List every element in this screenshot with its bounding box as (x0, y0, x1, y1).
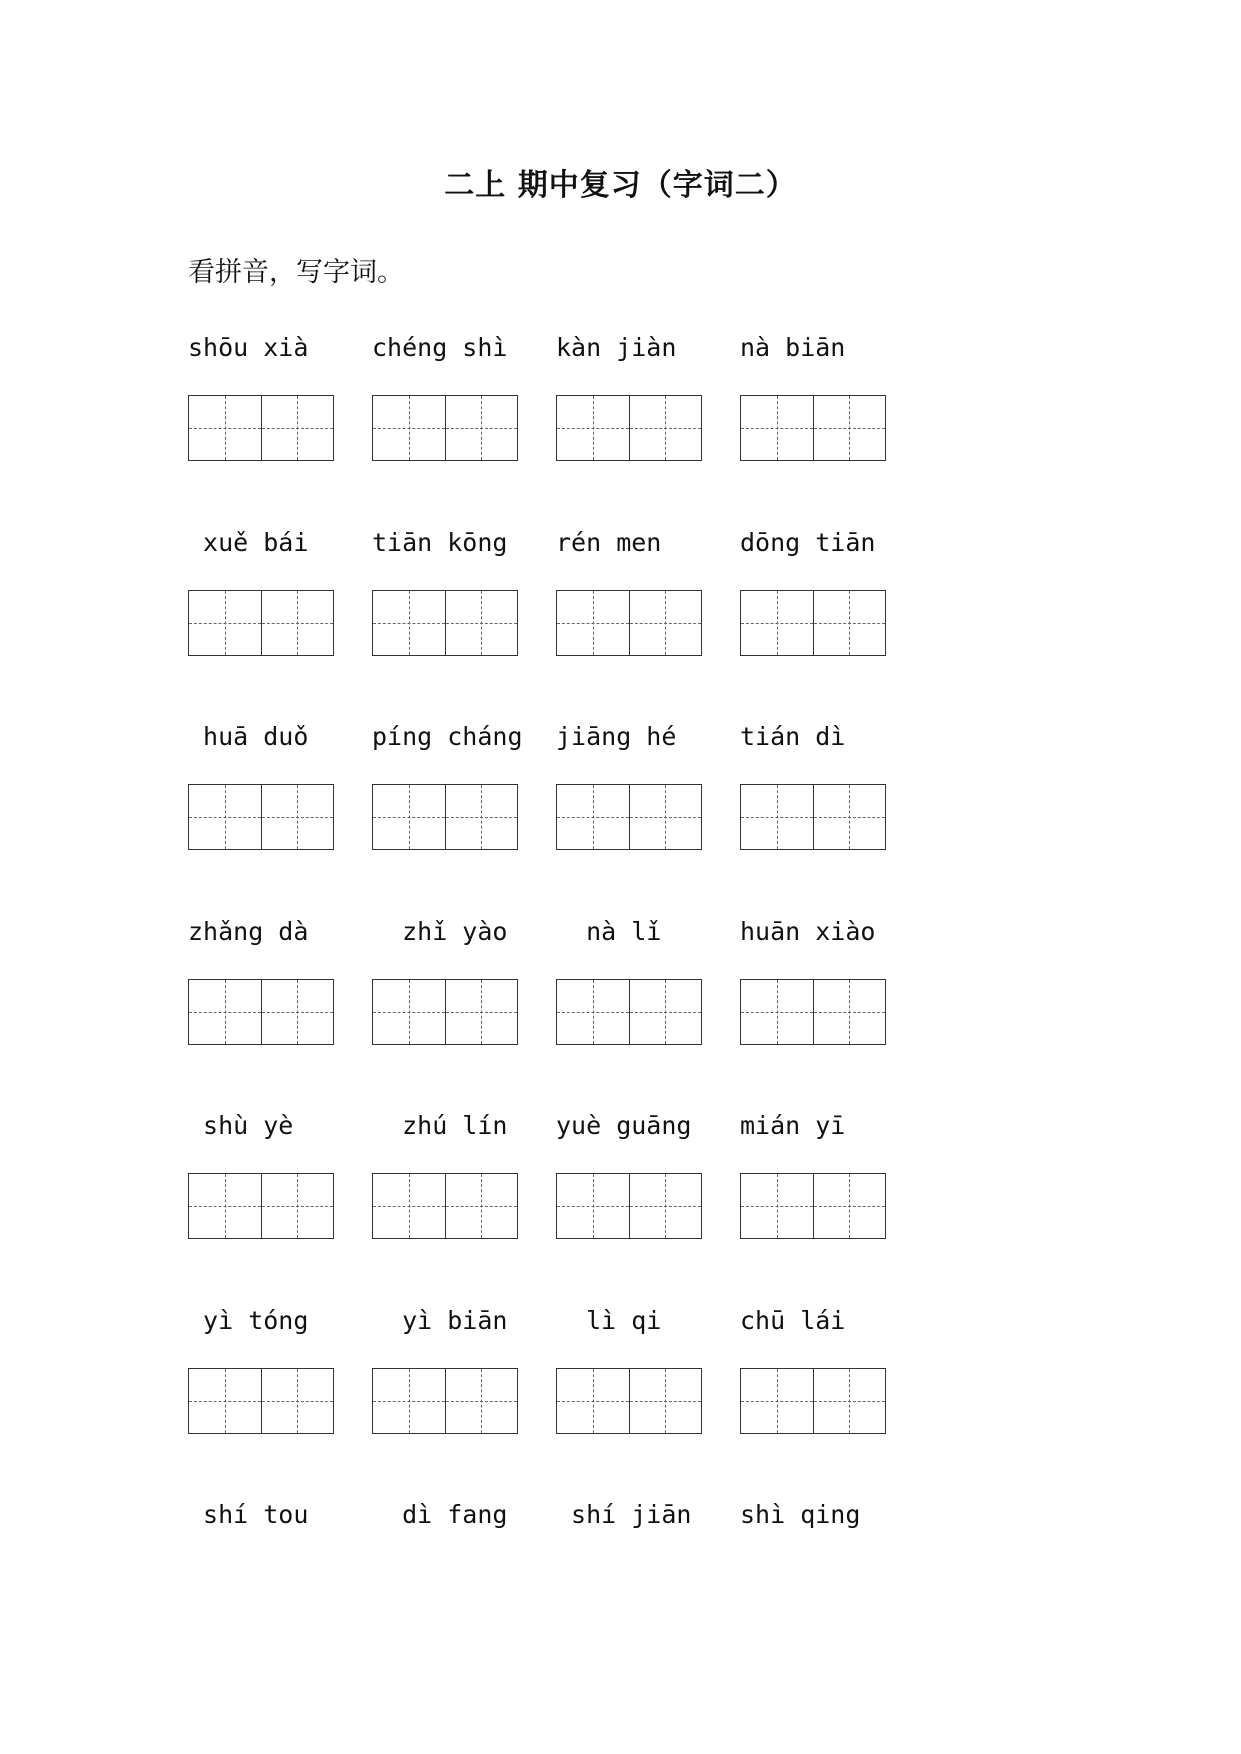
writing-grid[interactable] (740, 1173, 886, 1239)
word-item (556, 1495, 746, 1535)
char-cell[interactable] (373, 980, 445, 1044)
writing-grid[interactable] (372, 395, 518, 461)
char-cell[interactable] (261, 980, 334, 1044)
word-item (556, 717, 746, 757)
char-cell[interactable] (741, 785, 813, 849)
writing-grid[interactable] (556, 395, 702, 461)
char-cell[interactable] (189, 1174, 261, 1238)
char-cell[interactable] (261, 591, 334, 655)
char-cell[interactable] (629, 396, 702, 460)
writing-grid[interactable] (556, 784, 702, 850)
writing-grid[interactable] (740, 979, 886, 1045)
word-item (372, 1495, 562, 1535)
char-cell[interactable] (813, 1174, 886, 1238)
pinyin-label: zhǎng dà (188, 917, 309, 946)
word-item (372, 328, 562, 368)
word-item (740, 523, 930, 563)
word-item (556, 328, 746, 368)
pinyin-label: lì qi (556, 1306, 662, 1335)
char-cell[interactable] (557, 591, 629, 655)
char-cell[interactable] (445, 980, 518, 1044)
pinyin-label: tián dì (740, 722, 846, 751)
word-item (188, 1301, 378, 1341)
writing-grid[interactable] (372, 590, 518, 656)
word-item (188, 717, 378, 757)
char-cell[interactable] (445, 785, 518, 849)
word-row-7 (0, 1495, 1241, 1675)
char-cell[interactable] (557, 1174, 629, 1238)
writing-grid[interactable] (556, 590, 702, 656)
instruction-text: 看拼音，写字词。 (188, 257, 404, 288)
char-cell[interactable] (557, 785, 629, 849)
pinyin-label: nà biān (740, 333, 846, 362)
writing-grid[interactable] (188, 1368, 334, 1434)
char-cell[interactable] (557, 980, 629, 1044)
word-item (372, 1106, 562, 1146)
char-cell[interactable] (261, 785, 334, 849)
pinyin-label: mián yī (740, 1111, 846, 1140)
char-cell[interactable] (189, 1369, 261, 1433)
word-item (188, 328, 378, 368)
pinyin-label: xuě bái (188, 528, 309, 557)
writing-grid[interactable] (188, 590, 334, 656)
char-cell[interactable] (445, 1369, 518, 1433)
pinyin-label: shí tou (188, 1500, 309, 1529)
word-item (372, 1301, 562, 1341)
pinyin-label: jiāng hé (556, 722, 677, 751)
pinyin-label: yì biān (372, 1306, 508, 1335)
writing-grid[interactable] (188, 1173, 334, 1239)
char-cell[interactable] (373, 1174, 445, 1238)
pinyin-label: shù yè (188, 1111, 294, 1140)
char-cell[interactable] (261, 1369, 334, 1433)
char-cell[interactable] (445, 1174, 518, 1238)
word-item (188, 1495, 378, 1535)
char-cell[interactable] (741, 396, 813, 460)
char-cell[interactable] (445, 591, 518, 655)
word-item (372, 717, 562, 757)
word-row-1 (0, 328, 1241, 508)
word-item (188, 523, 378, 563)
word-row-3 (0, 717, 1241, 897)
pinyin-label: dōng tiān (740, 528, 876, 557)
char-cell[interactable] (629, 980, 702, 1044)
word-item (740, 912, 930, 952)
char-cell[interactable] (373, 1369, 445, 1433)
page-title: 二上 期中复习（字词二） (444, 168, 797, 203)
word-item (556, 1301, 746, 1341)
char-cell[interactable] (189, 980, 261, 1044)
writing-grid[interactable] (556, 1368, 702, 1434)
word-row-4 (0, 912, 1241, 1092)
pinyin-label: píng cháng (372, 722, 523, 751)
writing-grid[interactable] (556, 979, 702, 1045)
char-cell[interactable] (813, 980, 886, 1044)
char-cell[interactable] (373, 785, 445, 849)
char-cell[interactable] (741, 591, 813, 655)
char-cell[interactable] (189, 785, 261, 849)
char-cell[interactable] (813, 1369, 886, 1433)
pinyin-label: shí jiān (556, 1500, 692, 1529)
pinyin-label: zhǐ yào (372, 917, 508, 946)
word-row-6 (0, 1301, 1241, 1481)
writing-grid[interactable] (188, 979, 334, 1045)
pinyin-label: yuè guāng (556, 1111, 692, 1140)
writing-grid[interactable] (188, 784, 334, 850)
pinyin-label: shōu xià (188, 333, 309, 362)
char-cell[interactable] (629, 785, 702, 849)
writing-grid[interactable] (740, 784, 886, 850)
char-cell[interactable] (189, 591, 261, 655)
pinyin-label: chéng shì (372, 333, 508, 362)
word-item (188, 912, 378, 952)
char-cell[interactable] (813, 591, 886, 655)
char-cell[interactable] (373, 591, 445, 655)
pinyin-label: huān xiào (740, 917, 876, 946)
pinyin-label: kàn jiàn (556, 333, 677, 362)
word-item (740, 1301, 930, 1341)
writing-grid[interactable] (740, 590, 886, 656)
pinyin-label: zhú lín (372, 1111, 508, 1140)
pinyin-label: rén men (556, 528, 662, 557)
word-item (740, 328, 930, 368)
pinyin-label: shì qing (740, 1500, 861, 1529)
writing-grid[interactable] (372, 784, 518, 850)
pinyin-label: nà lǐ (556, 917, 662, 946)
pinyin-label: dì fang (372, 1500, 508, 1529)
pinyin-label: chū lái (740, 1306, 846, 1335)
char-cell[interactable] (261, 396, 334, 460)
writing-grid[interactable] (372, 1368, 518, 1434)
pinyin-label: huā duǒ (188, 722, 309, 751)
char-cell[interactable] (741, 1369, 813, 1433)
char-cell[interactable] (445, 396, 518, 460)
writing-grid[interactable] (740, 395, 886, 461)
char-cell[interactable] (813, 785, 886, 849)
word-item (556, 523, 746, 563)
writing-grid[interactable] (740, 1368, 886, 1434)
char-cell[interactable] (557, 1369, 629, 1433)
word-item (740, 717, 930, 757)
char-cell[interactable] (189, 396, 261, 460)
word-item (556, 912, 746, 952)
word-item (188, 1106, 378, 1146)
writing-grid[interactable] (372, 1173, 518, 1239)
char-cell[interactable] (741, 980, 813, 1044)
pinyin-label: tiān kōng (372, 528, 508, 557)
char-cell[interactable] (813, 396, 886, 460)
word-item (556, 1106, 746, 1146)
char-cell[interactable] (629, 1369, 702, 1433)
char-cell[interactable] (373, 396, 445, 460)
writing-grid[interactable] (188, 395, 334, 461)
word-item (372, 523, 562, 563)
writing-grid[interactable] (372, 979, 518, 1045)
char-cell[interactable] (741, 1174, 813, 1238)
word-item (740, 1495, 930, 1535)
char-cell[interactable] (629, 591, 702, 655)
writing-grid[interactable] (556, 1173, 702, 1239)
char-cell[interactable] (629, 1174, 702, 1238)
word-row-5 (0, 1106, 1241, 1286)
word-item (740, 1106, 930, 1146)
pinyin-label: yì tóng (188, 1306, 309, 1335)
char-cell[interactable] (557, 396, 629, 460)
word-item (372, 912, 562, 952)
word-row-2 (0, 523, 1241, 703)
char-cell[interactable] (261, 1174, 334, 1238)
